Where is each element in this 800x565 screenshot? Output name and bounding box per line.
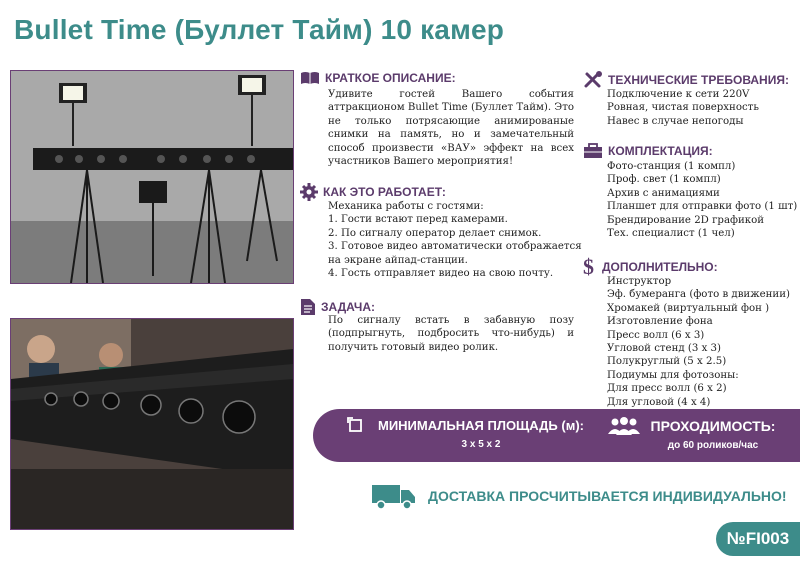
extra-line: Хромакей (виртуальный фон ) [607,302,770,314]
people-icon [606,416,642,436]
tech-line: Ровная, чистая поверхность [607,102,759,114]
extra-line: Подиумы для фотозоны: [607,369,739,381]
page-title: Bullet Time (Буллет Тайм) 10 камер [14,14,505,45]
kit-list [607,160,797,240]
how-line: 4. Гость отправляет видео на свою почту. [328,268,554,280]
extra-line: Пресс волл (6 х 3) [607,329,705,341]
kit-line: Проф. свет (1 компл) [607,174,721,186]
book-icon [300,71,320,85]
kit-line: Архив с анимациями [607,187,720,199]
document-icon [300,298,316,316]
throughput [648,418,778,451]
delivery-text: ДОСТАВКА ПРОСЧИТЫВАЕТСЯ ИНДИВИДУАЛЬНО! [428,488,787,504]
throughput-label: ПРОХОДИМОСТЬ: [650,418,776,434]
task-heading: ЗАДАЧА: [300,298,375,316]
how-line: 3. Готовое видео автоматически отображается [328,241,582,253]
tech-list [607,88,797,128]
throughput-value: до 60 роликов/час [667,440,759,451]
how-heading: КАК ЭТО РАБОТАЕТ: [300,183,446,201]
extra-line: Полукруглый (5 х 2.5) [607,356,727,368]
toolbox-icon [583,143,603,159]
tech-line: Подключение к сети 220V [607,89,750,100]
product-photo-closeup [10,318,294,530]
kit-line: Брендирование 2D графикой [607,214,765,226]
extra-list [607,275,797,409]
min-area [376,418,586,450]
extra-line: Для угловой (4 х 4) [607,396,711,408]
how-line: 1. Гости встают перед камерами. [328,214,508,226]
dollar-icon: $ [583,254,594,279]
delivery-note [372,482,787,510]
extra-line: Для пресс волл (6 х 2) [607,383,727,395]
expand-icon [347,417,363,433]
kit-line: Тех. специалист (1 чел) [607,228,735,240]
description-heading: КРАТКОЕ ОПИСАНИЕ: [300,71,456,85]
extra-line: Эф. бумеранга (фото в движении) [607,289,790,301]
how-line: 2. По сигналу оператор делает снимок. [328,227,542,239]
kit-heading: КОМПЛЕКТАЦИЯ: [583,143,713,159]
extra-heading: $ ДОПОЛНИТЕЛЬНО: [583,254,718,279]
gear-icon [300,183,318,201]
min-area-label: МИНИМАЛЬНАЯ ПЛОЩАДЬ (м): [378,418,584,433]
truck-icon [372,482,416,510]
how-line: Механика работы с гостями: [328,201,484,212]
product-photo-rig [10,70,294,284]
product-code-badge: №FI003 [716,522,800,556]
min-area-value: 3 х 5 х 2 [461,439,501,450]
task-text: По сигналу встать в забавную позу (подпрыгнуть, подбросить что-нибудь) и получить готовый видео ролик. [328,315,574,353]
kit-line: Фото-станция (1 компл) [607,161,736,172]
kit-line: Планшет для отправки фото (1 шт) [607,201,798,213]
how-line: на экране айпад-станции. [328,254,468,266]
extra-line: Изготовление фона [607,316,713,328]
description-text: Удивите гостей Вашего события аттракционом Bullet Time (Буллет Тайм). Это не только потрясающие анимированые снимки на память, но и замечательный способ произвести «ВАУ» эффект на всех участников Вашего мероприятия! [328,89,574,168]
extra-line: Угловой стенд (3 х 3) [607,343,722,355]
tech-heading: ТЕХНИЧЕСКИЕ ТРЕБОВАНИЯ: [583,71,789,89]
tech-line: Навес в случае непогоды [607,115,744,127]
tools-icon [583,71,603,89]
extra-line: Инструктор [607,276,672,287]
how-steps [328,200,582,280]
